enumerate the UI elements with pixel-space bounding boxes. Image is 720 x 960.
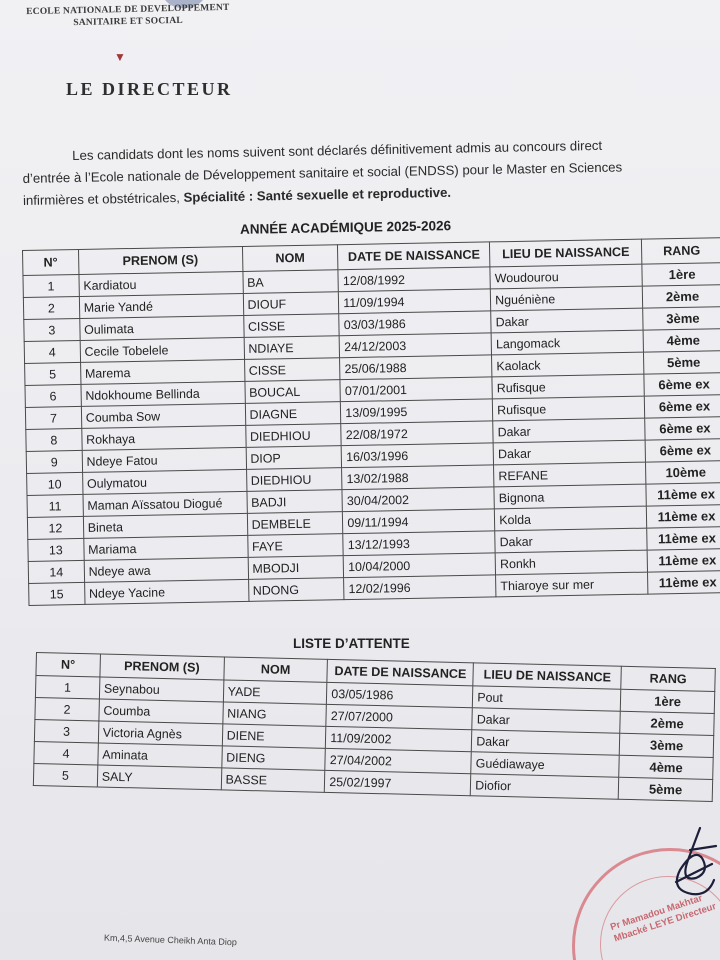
- cell-date-naissance: 25/06/1988: [340, 355, 492, 380]
- cell-nom: CISSE: [243, 314, 339, 338]
- cell-rang: 11ème ex: [648, 571, 720, 594]
- cell-prenom: Coumba: [99, 699, 223, 724]
- school-name-line1: ECOLE NATIONALE DE DEVELOPPEMENT: [26, 2, 230, 18]
- column-header-lieu-naissance: LIEU DE NAISSANCE: [490, 239, 642, 267]
- cell-prenom: Aminata: [98, 743, 222, 768]
- cell-prenom: Bineta: [83, 513, 247, 538]
- waiting-list-title: LISTE D’ATTENTE: [293, 636, 410, 651]
- cell-date-naissance: 13/12/1993: [343, 531, 495, 556]
- column-header-date-naissance: DATE DE NAISSANCE: [327, 659, 473, 685]
- cell-date-naissance: 09/11/1994: [343, 509, 495, 534]
- cell-prenom: Marema: [80, 359, 244, 384]
- cell-rang: 11ème ex: [646, 505, 720, 528]
- cell-rang: 5ème: [618, 777, 712, 801]
- cell-nom: NIANG: [222, 702, 326, 726]
- cell-lieu-naissance: Rufisque: [492, 374, 644, 399]
- cell-lieu-naissance: Dakar: [472, 730, 620, 755]
- column-header-nom: NOM: [223, 657, 327, 682]
- cell-rang: 6ème ex: [644, 395, 720, 418]
- cell-date-naissance: 03/05/1986: [327, 682, 473, 707]
- intro-line-2: d’entrée à l’Ecole nationale de Développement sanitaire et social (ENDSS) pour le Master en Sciences: [22, 159, 623, 186]
- cell-num: 10: [27, 472, 83, 495]
- column-header-num: N°: [36, 653, 100, 677]
- cell-date-naissance: 11/09/1994: [339, 289, 491, 314]
- cell-nom: DIENG: [221, 746, 325, 770]
- cell-prenom: Marie Yandé: [79, 293, 243, 318]
- school-name-line2: SANITAIRE ET SOCIAL: [73, 15, 183, 29]
- cell-rang: 6ème ex: [645, 439, 720, 462]
- cell-prenom: Oulimata: [79, 315, 243, 340]
- cell-date-naissance: 10/04/2000: [343, 553, 495, 578]
- cell-rang: 2ème: [620, 711, 714, 735]
- cell-lieu-naissance: Rufisque: [493, 396, 645, 421]
- cell-rang: 6ème ex: [645, 417, 720, 440]
- cell-rang: 11ème ex: [647, 549, 720, 572]
- waiting-table: [33, 652, 716, 802]
- waiting-table-body: [33, 676, 714, 802]
- cell-prenom: Ndeye Fatou: [82, 447, 246, 472]
- cell-num: 13: [28, 538, 84, 561]
- cell-prenom: Kardiatou: [79, 271, 243, 296]
- cell-nom: MBODJI: [248, 556, 344, 580]
- cell-date-naissance: 30/04/2002: [342, 487, 494, 512]
- cell-num: 1: [35, 676, 99, 699]
- signature-icon: [640, 820, 720, 910]
- cell-lieu-naissance: Woudourou: [490, 264, 642, 289]
- cell-num: 2: [35, 697, 99, 720]
- cell-rang: 1ère: [642, 263, 720, 286]
- school-name: [8, 1, 248, 30]
- cell-lieu-naissance: Ronkh: [495, 550, 647, 575]
- cell-lieu-naissance: Dakar: [472, 708, 620, 733]
- cell-nom: DIEDHIOU: [245, 424, 341, 448]
- cell-rang: 1ère: [620, 689, 714, 713]
- cell-num: 14: [28, 560, 84, 583]
- cell-lieu-naissance: Dakar: [495, 528, 647, 553]
- cell-lieu-naissance: Bignona: [494, 484, 646, 509]
- cell-date-naissance: 25/02/1997: [325, 770, 471, 795]
- cell-nom: CISSE: [244, 358, 340, 382]
- cell-prenom: Oulymatou: [82, 469, 246, 494]
- cell-lieu-naissance: Langomack: [491, 330, 643, 355]
- cell-prenom: Maman Aïssatou Diogué: [83, 491, 247, 516]
- cell-num: 3: [24, 318, 80, 341]
- cell-nom: DEMBELE: [247, 512, 343, 536]
- cell-num: 6: [25, 384, 81, 407]
- admitted-table: [22, 237, 720, 606]
- cell-date-naissance: 03/03/1986: [339, 311, 491, 336]
- column-header-nom: NOM: [242, 245, 338, 272]
- cell-prenom: Cecile Tobelele: [80, 337, 244, 362]
- cell-num: 15: [29, 582, 85, 605]
- cell-lieu-naissance: Diofior: [471, 774, 619, 799]
- cell-prenom: Coumba Sow: [81, 403, 245, 428]
- column-header-rang: RANG: [641, 238, 720, 264]
- cell-lieu-naissance: REFANE: [494, 462, 646, 487]
- cell-num: 11: [27, 494, 83, 517]
- cell-num: 1: [23, 274, 79, 297]
- admitted-table-body: [23, 263, 720, 606]
- cell-lieu-naissance: Dakar: [493, 440, 645, 465]
- cell-rang: 11ème ex: [647, 527, 720, 550]
- intro-line-1: Les candidats dont les noms suivent sont déclarés définitivement admis au concours direct: [72, 137, 603, 164]
- column-header-prenom: PRENOM (S): [78, 246, 242, 274]
- cell-prenom: Rokhaya: [81, 425, 245, 450]
- cell-nom: NDONG: [248, 578, 344, 602]
- cell-prenom: Victoria Agnès: [98, 721, 222, 746]
- cell-nom: DIOP: [246, 446, 342, 470]
- cell-lieu-naissance: Pout: [473, 686, 621, 711]
- cell-date-naissance: 13/02/1988: [342, 465, 494, 490]
- cell-rang: 4ème: [619, 755, 713, 779]
- speciality-text: Spécialité : Santé sexuelle et reproductive.: [183, 184, 452, 205]
- cell-date-naissance: 12/08/1992: [338, 267, 490, 292]
- stamp-text: Pr Mamadou Makhtar Mbacké LEYE Directeur: [608, 892, 718, 945]
- cell-lieu-naissance: Kolda: [495, 506, 647, 531]
- cell-lieu-naissance: Thiaroye sur mer: [496, 572, 648, 597]
- cell-date-naissance: 27/07/2000: [326, 704, 472, 729]
- cell-date-naissance: 16/03/1996: [341, 443, 493, 468]
- cell-date-naissance: 13/09/1995: [341, 399, 493, 424]
- cell-num: 7: [25, 406, 81, 429]
- cell-num: 5: [33, 763, 97, 786]
- cell-prenom: Mariama: [84, 535, 248, 560]
- cell-date-naissance: 22/08/1972: [341, 421, 493, 446]
- cell-rang: 5ème: [644, 351, 720, 374]
- address-footer: Km,4,5 Avenue Cheikh Anta Diop: [103, 932, 238, 948]
- intro-paragraph: [22, 131, 720, 212]
- cell-nom: NDIAYE: [244, 336, 340, 360]
- cell-prenom: Ndokhoume Bellinda: [81, 381, 245, 406]
- cell-lieu-naissance: Dakar: [491, 308, 643, 333]
- cell-date-naissance: 27/04/2002: [325, 748, 471, 773]
- cell-nom: BOUCAL: [244, 380, 340, 404]
- cell-prenom: SALY: [97, 765, 221, 790]
- column-header-date-naissance: DATE DE NAISSANCE: [338, 242, 490, 270]
- cell-num: 5: [25, 362, 81, 385]
- cell-nom: FAYE: [247, 534, 343, 558]
- cell-prenom: Seynabou: [99, 677, 223, 702]
- cell-nom: BASSE: [221, 768, 325, 792]
- cell-rang: 3ème: [643, 307, 720, 330]
- column-header-rang: RANG: [621, 666, 715, 691]
- column-header-lieu-naissance: LIEU DE NAISSANCE: [473, 663, 621, 689]
- cell-date-naissance: 07/01/2001: [340, 377, 492, 402]
- intro-line-3-start: infirmières et obstétricales,: [22, 189, 184, 208]
- cell-rang: 2ème: [642, 285, 720, 308]
- cell-date-naissance: 24/12/2003: [339, 333, 491, 358]
- cell-rang: 10ème: [646, 461, 720, 484]
- cell-date-naissance: 11/09/2002: [326, 726, 472, 751]
- cell-rang: 11ème ex: [646, 483, 720, 506]
- cell-date-naissance: 12/02/1996: [344, 575, 496, 600]
- cell-nom: DIOUF: [243, 292, 339, 316]
- cell-prenom: Ndeye awa: [84, 557, 248, 582]
- cell-nom: BADJI: [247, 490, 343, 514]
- column-header-prenom: PRENOM (S): [100, 654, 224, 680]
- cell-num: 9: [26, 450, 82, 473]
- cell-nom: YADE: [223, 680, 327, 704]
- cell-rang: 6ème ex: [644, 373, 720, 396]
- cell-num: 8: [26, 428, 82, 451]
- cell-num: 4: [34, 741, 98, 764]
- cell-nom: BA: [242, 270, 338, 294]
- cell-num: 4: [24, 340, 80, 363]
- emblem-icon: ▼: [114, 50, 126, 64]
- director-title: LE DIRECTEUR: [66, 79, 233, 99]
- cell-num: 3: [34, 719, 98, 742]
- cell-lieu-naissance: Kaolack: [492, 352, 644, 377]
- column-header-num: N°: [23, 249, 79, 275]
- cell-lieu-naissance: Nguéniène: [491, 286, 643, 311]
- cell-prenom: Ndeye Yacine: [84, 579, 248, 604]
- academic-year-title: ANNÉE ACADÉMIQUE 2025-2026: [239, 218, 452, 237]
- cell-nom: DIEDHIOU: [246, 468, 342, 492]
- cell-nom: DIENE: [222, 724, 326, 748]
- cell-rang: 4ème: [643, 329, 720, 352]
- cell-rang: 3ème: [619, 733, 713, 757]
- cell-num: 12: [27, 516, 83, 539]
- cell-lieu-naissance: Guédiawaye: [471, 752, 619, 777]
- cell-lieu-naissance: Dakar: [493, 418, 645, 443]
- cell-num: 2: [23, 296, 79, 319]
- cell-nom: DIAGNE: [245, 402, 341, 426]
